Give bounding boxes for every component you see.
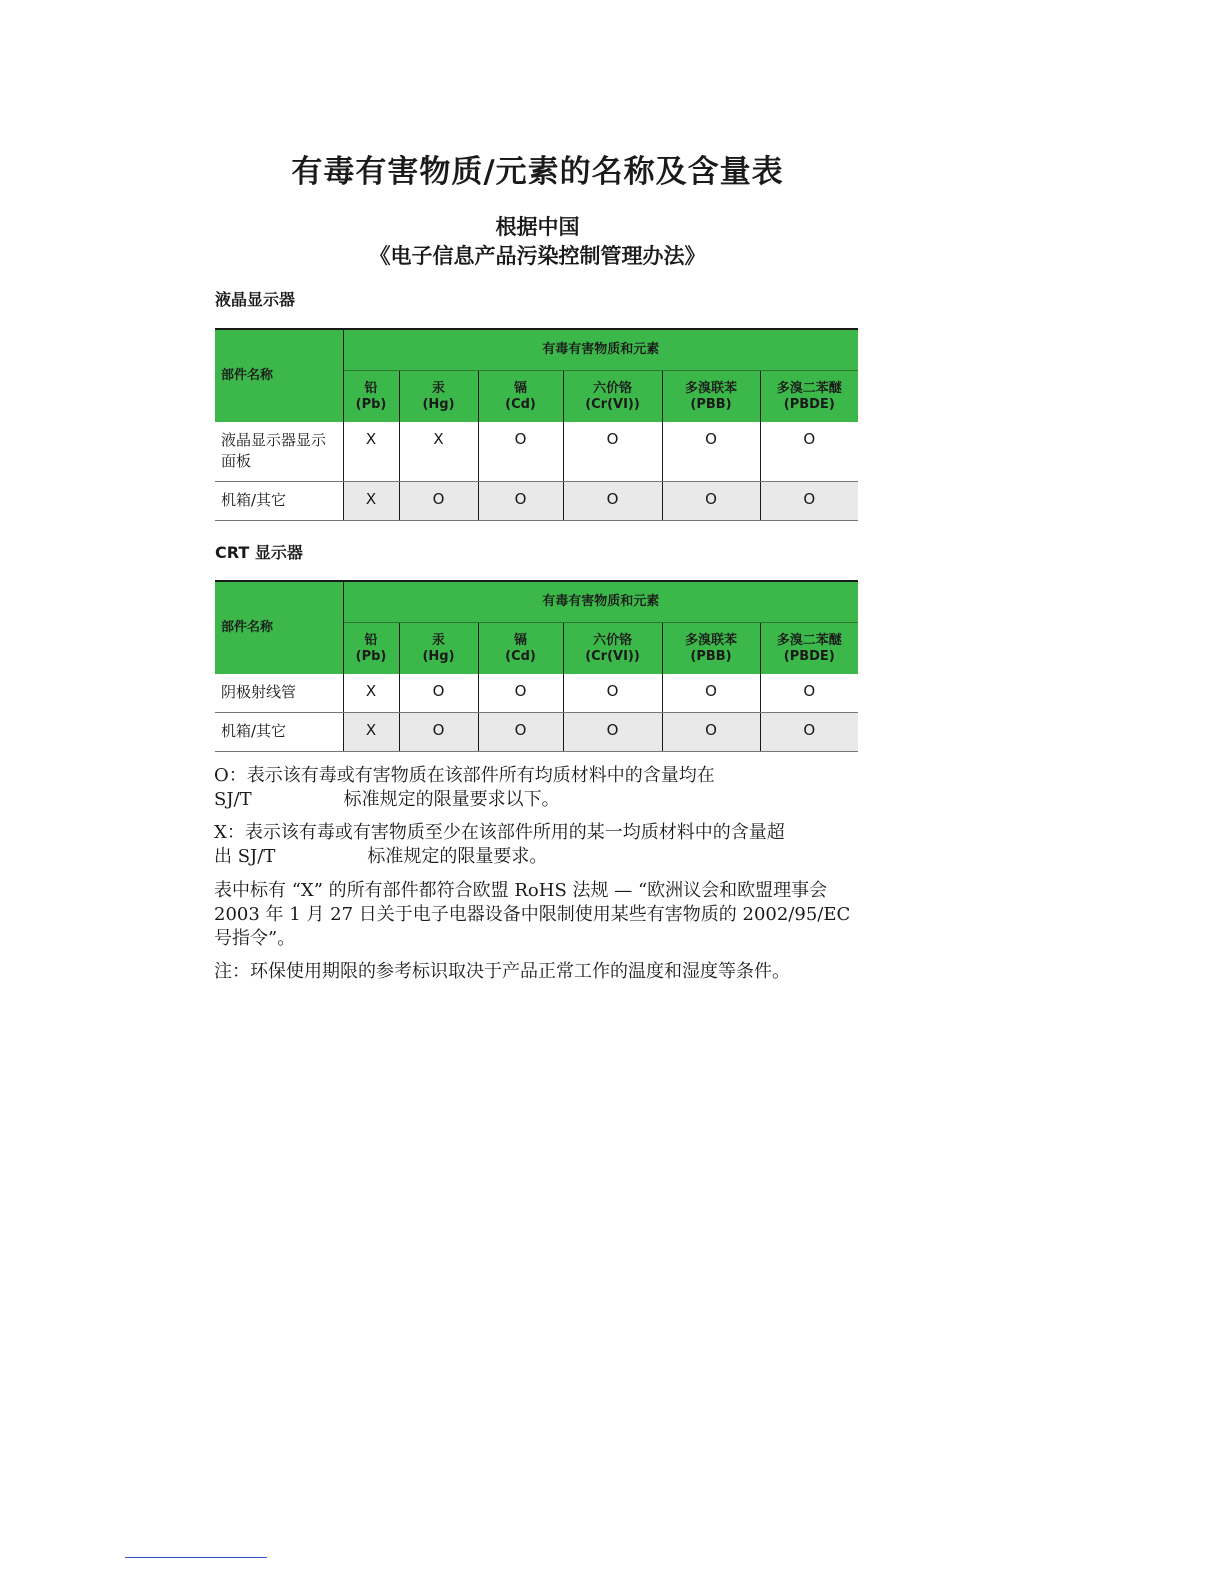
value-cell: O [760, 674, 858, 713]
element-header-pb [343, 623, 399, 675]
element-name: 镉 [513, 380, 527, 396]
value-cell: X [343, 713, 399, 752]
value-cell: O [662, 482, 760, 521]
element-symbol: (Hg) [422, 648, 455, 664]
element-header-pbde [760, 623, 858, 675]
element-header-cr6 [563, 371, 662, 423]
element-symbol: (Cd) [505, 396, 536, 412]
note-o-standard: SJ/T [214, 789, 252, 810]
value-cell: O [563, 713, 662, 752]
hazardous-substances-table-crt [215, 580, 858, 752]
element-header-pb [343, 371, 399, 423]
note-x-standard: 出 SJ/T [214, 846, 276, 867]
note-o-line-1: O：表示该有毒或有害物质在该部件所有均质材料中的含量均在 [214, 765, 715, 786]
element-header-cd [478, 371, 563, 423]
note-rohs: 表中标有 “X” 的所有部件都符合欧盟 RoHS 法规 — “欧洲议会和欧盟理事会 2003 年 1 月 27 日关于电子电器设备中限制使用某些有害物质的 2002/95/EC 号指令”。 [214, 880, 851, 949]
value-cell: O [760, 713, 858, 752]
note-x-line-1: X：表示该有毒或有害物质至少在该部件所用的某一均质材料中的含量超 [214, 822, 785, 843]
value-cell: X [343, 482, 399, 521]
subtitle-line-1: 根据中国 [495, 215, 580, 239]
element-symbol: (Cd) [505, 648, 536, 664]
part-name-cell: 机箱/其它 [215, 482, 343, 521]
value-cell: O [399, 674, 478, 713]
note-remark: 注：环保使用期限的参考标识取决于产品正常工作的温度和湿度等条件。 [214, 961, 790, 982]
table-row [215, 482, 858, 521]
element-symbol: (PBDE) [783, 396, 835, 412]
value-cell: O [563, 482, 662, 521]
section-label-crt: CRT 显示器 [215, 543, 303, 562]
hazardous-substances-table-lcd [215, 328, 858, 521]
value-cell: O [760, 482, 858, 521]
part-name-cell: 阴极射线管 [215, 674, 343, 713]
element-header-pbb [662, 623, 760, 675]
part-name-header: 部件名称 [215, 581, 343, 674]
note-x-line-2: 标准规定的限量要求。 [367, 846, 548, 867]
substances-group-header: 有毒有害物质和元素 [343, 581, 858, 623]
element-name: 六价铬 [592, 632, 632, 648]
value-cell: O [478, 674, 563, 713]
value-cell: O [563, 422, 662, 482]
element-header-cd [478, 623, 563, 675]
element-name: 汞 [431, 632, 445, 648]
value-cell: O [563, 674, 662, 713]
element-name: 多溴二苯醚 [776, 632, 842, 648]
element-name: 铅 [364, 380, 378, 396]
page-title: 有毒有害物质/元素的名称及含量表 [291, 154, 784, 190]
element-symbol: (Cr(VI)) [585, 648, 640, 664]
element-symbol: (Pb) [355, 648, 387, 664]
element-symbol: (PBB) [690, 396, 732, 412]
value-cell: O [662, 422, 760, 482]
element-name: 铅 [364, 632, 378, 648]
footnote-divider [125, 1557, 267, 1558]
value-cell: X [343, 674, 399, 713]
element-symbol: (Pb) [355, 396, 387, 412]
value-cell: O [399, 482, 478, 521]
value-cell: X [399, 422, 478, 482]
section-label-lcd: 液晶显示器 [215, 290, 296, 309]
table-row [215, 422, 858, 482]
element-name: 汞 [431, 380, 445, 396]
value-cell: X [343, 422, 399, 482]
element-name: 多溴二苯醚 [776, 380, 842, 396]
note-o-definition [214, 764, 864, 812]
element-header-pbde [760, 371, 858, 423]
value-cell: O [478, 422, 563, 482]
element-symbol: (PBB) [690, 648, 732, 664]
part-name-header: 部件名称 [215, 329, 343, 422]
element-symbol: (Cr(VI)) [585, 396, 640, 412]
note-o-line-2: 标准规定的限量要求以下。 [343, 789, 560, 810]
substances-group-header: 有毒有害物质和元素 [343, 329, 858, 371]
value-cell: O [478, 713, 563, 752]
element-name: 六价铬 [592, 380, 632, 396]
part-name-cell: 液晶显示器显示面板 [215, 422, 343, 482]
element-header-hg [399, 623, 478, 675]
value-cell: O [662, 674, 760, 713]
value-cell: O [662, 713, 760, 752]
value-cell: O [478, 482, 563, 521]
element-header-pbb [662, 371, 760, 423]
element-name: 多溴联苯 [684, 632, 737, 648]
table-row [215, 674, 858, 713]
element-name: 镉 [513, 632, 527, 648]
value-cell: O [760, 422, 858, 482]
element-header-hg [399, 371, 478, 423]
subtitle-line-2: 《电子信息产品污染控制管理办法》 [369, 244, 706, 268]
element-symbol: (PBDE) [783, 648, 835, 664]
part-name-cell: 机箱/其它 [215, 713, 343, 752]
note-x-definition [214, 821, 864, 869]
element-header-cr6 [563, 623, 662, 675]
element-name: 多溴联苯 [684, 380, 737, 396]
element-symbol: (Hg) [422, 396, 455, 412]
value-cell: O [399, 713, 478, 752]
table-row [215, 713, 858, 752]
